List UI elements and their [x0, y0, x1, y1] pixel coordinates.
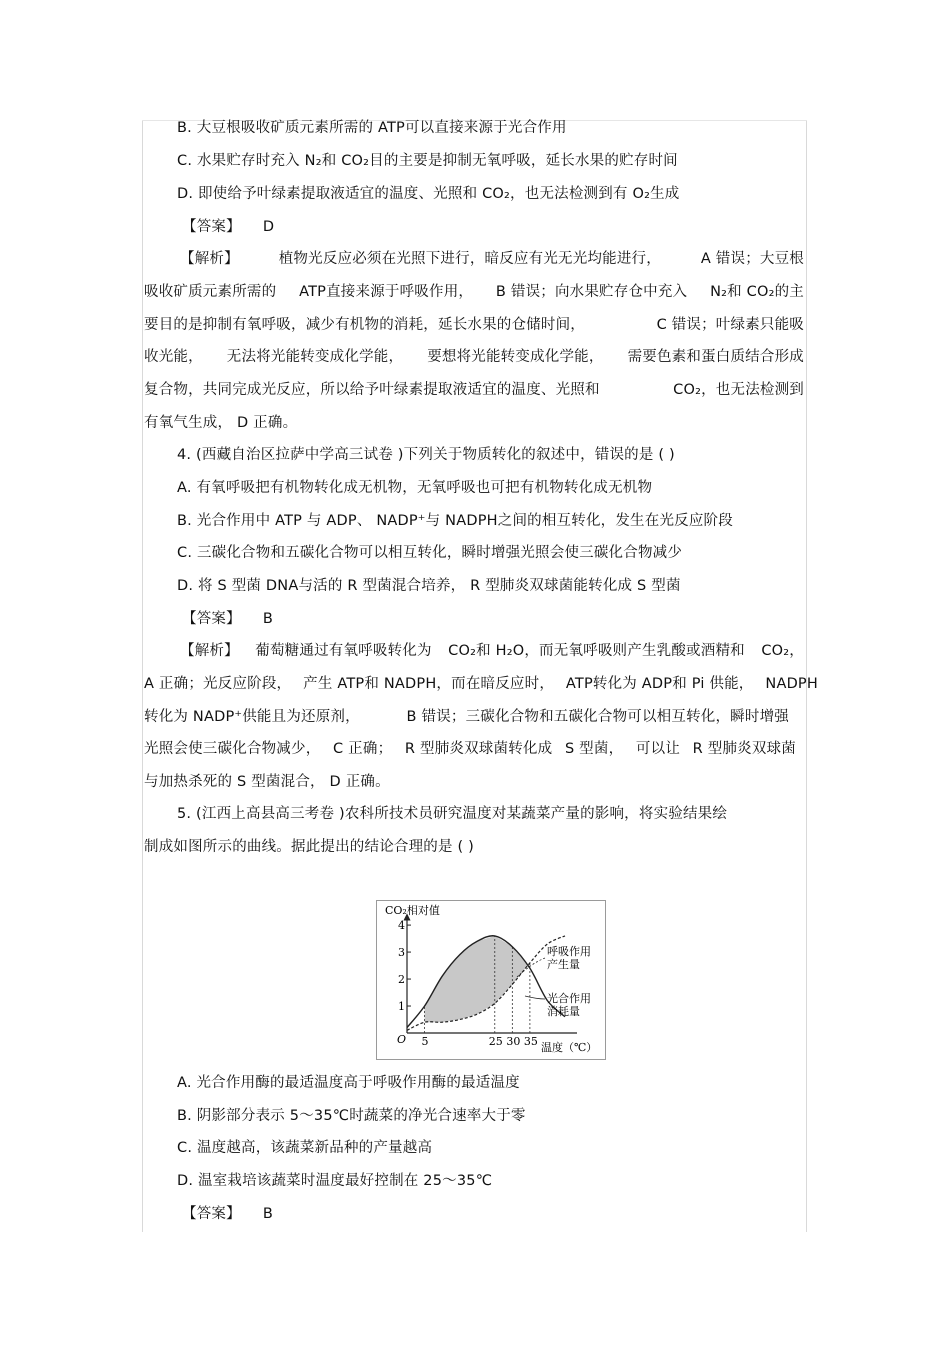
- y-tick-label: 3: [398, 946, 405, 960]
- q3-explanation-line-5: [144, 380, 804, 400]
- answer-label: 【答案】: [182, 219, 241, 235]
- explanation-label: 【解析】: [180, 643, 239, 659]
- legend-respiration-line-1: 呼吸作用: [547, 945, 591, 958]
- q3-answer: [182, 217, 274, 237]
- answer-label: 【答案】: [182, 1206, 241, 1222]
- q3-explanation-line-6: 有氧气生成， D 正确。: [144, 415, 298, 431]
- legend-photosynthesis-line-2: 消耗量: [547, 1005, 580, 1018]
- temperature-co2-figure: [376, 900, 606, 1060]
- x-tick-label: 30: [506, 1035, 521, 1048]
- text-run: A 错误；大豆根: [700, 251, 804, 267]
- q4-explanation-line-4: [144, 739, 796, 759]
- q3-explanation-line-1: [180, 249, 804, 269]
- text-run: S 型菌，: [564, 741, 624, 757]
- answer-value: B: [262, 611, 273, 627]
- q3-option-d: D. 即使给予叶绿素提取液适宜的温度、光照和 CO₂，也无法检测到有 O₂生成: [177, 186, 680, 202]
- text-run: C 正确；: [333, 741, 393, 757]
- legend-photosynthesis-line-1: 光合作用: [547, 992, 591, 1005]
- q5-option-d: D. 温室栽培该蔬菜时温度最好控制在 25～35℃: [177, 1173, 493, 1189]
- q5-stem-line-2: 制成如图所示的曲线。据此提出的结论合理的是 ( ): [144, 839, 475, 855]
- q3-option-c: C. 水果贮存时充入 N₂和 CO₂目的主要是抑制无氧呼吸，延长水果的贮存时间: [177, 153, 678, 169]
- q4-option-c: C. 三碳化合物和五碳化合物可以相互转化，瞬时增强光照会使三碳化合物减少: [177, 545, 683, 561]
- q4-explanation-line-1: [180, 641, 804, 661]
- q4-option-a: A. 有氧呼吸把有机物转化成无机物，无氧呼吸也可把有机物转化成无机物: [177, 480, 653, 496]
- text-run: N₂和 CO₂的主: [710, 284, 804, 300]
- text-run: ATP直接来源于呼吸作用，: [299, 284, 474, 300]
- q3-explanation-line-2: [144, 282, 804, 302]
- text-run: 可以让: [635, 741, 681, 757]
- q4-option-b: B. 光合作用中 ATP 与 ADP、 NADP⁺与 NADPH之间的相互转化，发生在光反应阶段: [177, 513, 733, 529]
- x-tick-label: 25: [488, 1035, 503, 1048]
- y-tick-label: 1: [398, 1000, 405, 1014]
- q4-explanation-line-5: 与加热杀死的 S 型菌混合， D 正确。: [144, 774, 390, 790]
- text-run: 复合物，共同完成光反应，所以给予叶绿素提取液适宜的温度、光照和: [144, 382, 600, 398]
- q5-option-a: A. 光合作用酶的最适温度高于呼吸作用酶的最适温度: [177, 1075, 520, 1091]
- legend-respiration-line-2: 产生量: [547, 958, 580, 971]
- y-axis-label: CO₂相对值: [385, 904, 440, 917]
- q5-option-c: C. 温度越高，该蔬菜新品种的产量越高: [177, 1140, 433, 1156]
- answer-value: D: [262, 219, 275, 235]
- text-run: 吸收矿质元素所需的: [144, 284, 277, 300]
- text-run: 无法将光能转变成化学能，: [226, 349, 404, 365]
- x-axis-label: 温度（℃）: [541, 1041, 598, 1054]
- text-run: CO₂和 H₂O，而无氧呼吸则产生乳酸或酒精和: [448, 643, 745, 659]
- text-run: 植物光反应必须在光照下进行，暗反应有光无光均能进行，: [278, 251, 661, 267]
- text-run: B 错误；向水果贮存仓中充入: [495, 284, 688, 300]
- frame-left: [142, 120, 143, 1232]
- co2-chart: [377, 901, 605, 1059]
- q3-explanation-line-4: [144, 347, 804, 367]
- q5-answer: [182, 1204, 273, 1224]
- text-run: CO₂，: [761, 643, 804, 659]
- origin-label: O: [397, 1033, 407, 1046]
- q3-option-b: B. 大豆根吸收矿质元素所需的 ATP可以直接来源于光合作用: [177, 120, 567, 136]
- text-run: 葡萄糖通过有氧呼吸转化为: [255, 643, 432, 659]
- text-run: 光照会使三碳化合物减少，: [144, 741, 321, 757]
- text-run: CO₂，也无法检测到: [673, 382, 804, 398]
- text-run: 要目的是抑制有氧呼吸，减少有机物的消耗，延长水果的仓储时间，: [144, 317, 585, 333]
- q4-explanation-line-2: [144, 674, 818, 694]
- text-run: 要想将光能转变成化学能，: [427, 349, 604, 365]
- q5-stem-line-1: 5. (江西上高县高三考卷 )农科所技术员研究温度对某蔬菜产量的影响，将实验结果绘: [177, 806, 728, 822]
- q4-stem: 4. (西藏自治区拉萨中学高三试卷 )下列关于物质转化的叙述中，错误的是 ( ): [177, 447, 675, 463]
- y-tick-label: 4: [398, 919, 405, 933]
- text-run: R 型肺炎双球菌转化成: [404, 741, 553, 757]
- q4-option-d: D. 将 S 型菌 DNA与活的 R 型菌混合培养， R 型肺炎双球菌能转化成 S 型菌: [177, 578, 681, 594]
- q4-answer: [182, 609, 273, 629]
- text-run: C 错误；叶绿素只能吸: [656, 317, 804, 333]
- text-run: 转化为 NADP⁺供能且为还原剂，: [144, 709, 360, 725]
- text-run: 产生 ATP和 NADPH，而在暗反应时，: [303, 676, 555, 692]
- text-run: B 错误；三碳化合物和五碳化合物可以相互转化，瞬时增强: [406, 709, 789, 725]
- text-run: A 正确；光反应阶段，: [144, 676, 292, 692]
- answer-label: 【答案】: [182, 611, 241, 627]
- text-run: ATP转化为 ADP和 Pi 供能，: [565, 676, 754, 692]
- text-run: R 型肺炎双球菌: [692, 741, 796, 757]
- text-run: NADPH: [765, 676, 818, 692]
- x-tick-label: 35: [523, 1035, 538, 1048]
- q3-explanation-line-3: [144, 315, 804, 335]
- y-tick-label: 2: [398, 973, 405, 987]
- text-run: 收光能，: [144, 349, 203, 365]
- x-tick-label: 5: [421, 1035, 429, 1048]
- text-run: 需要色素和蛋白质结合形成: [627, 349, 804, 365]
- leader-line-photosynthesis: [525, 996, 545, 999]
- explanation-label: 【解析】: [180, 251, 239, 267]
- q5-option-b: B. 阴影部分表示 5～35℃时蔬菜的净光合速率大于零: [177, 1108, 526, 1124]
- q4-explanation-line-3: [144, 707, 789, 727]
- answer-value: B: [262, 1206, 273, 1222]
